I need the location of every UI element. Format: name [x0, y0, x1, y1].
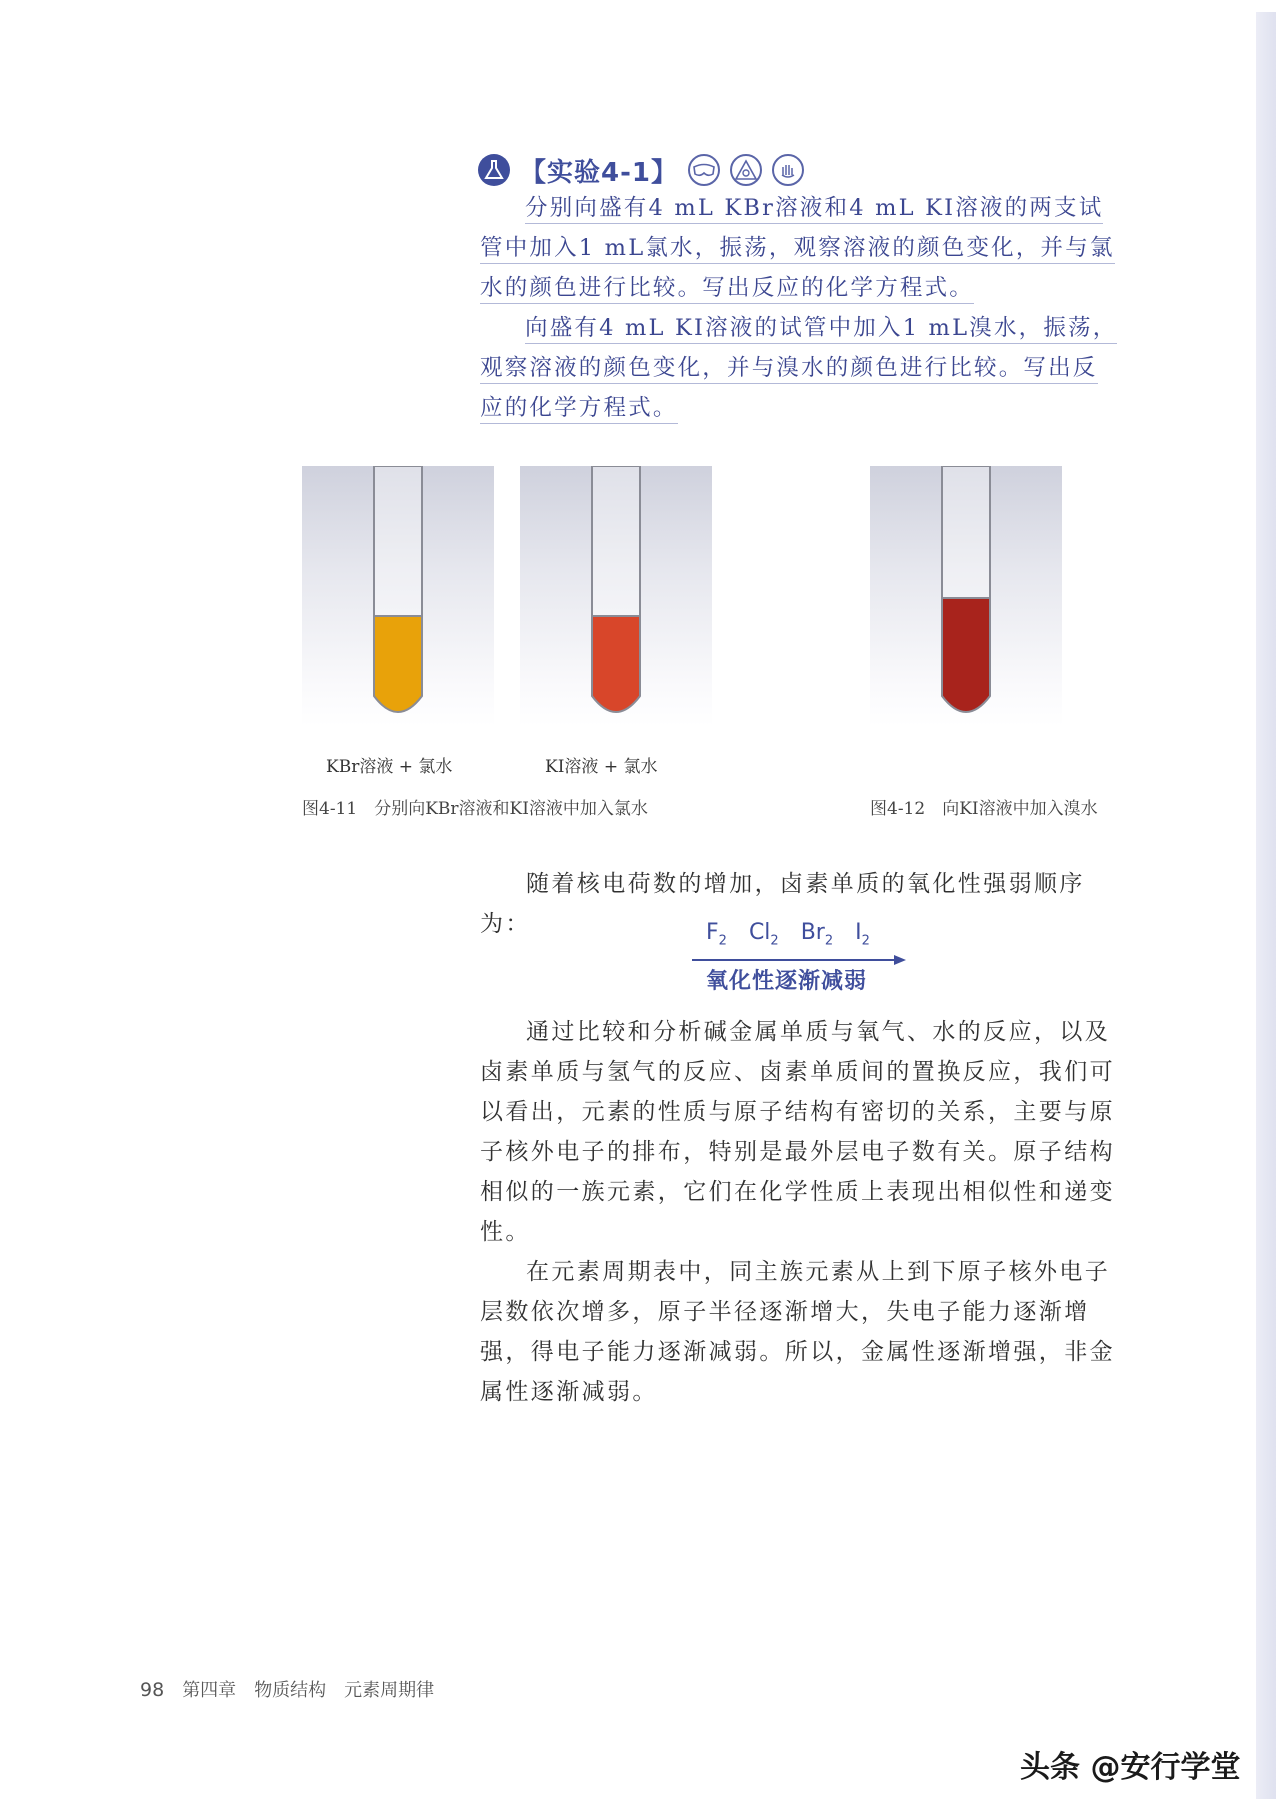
test-tube-kbr	[302, 466, 494, 726]
formula-i2: $I_2$	[855, 920, 870, 949]
halogen-oxidation-series	[690, 920, 920, 1000]
goggles-icon	[688, 154, 720, 186]
tube-label-ki: KI溶液 + 氯水	[545, 757, 658, 777]
body-paragraph-2: 在元素周期表中，同主族元素从上到下原子核外电子层数依次增多，原子半径逐渐增大，失电子能力逐渐增强，得电子能力逐渐减弱。所以，金属性逐渐增强，非金属性逐渐减弱。	[480, 1259, 1115, 1405]
chapter-label: 第四章	[182, 1680, 237, 1701]
body-text	[480, 1012, 1118, 1412]
formula-f2: $F_2$	[706, 920, 727, 949]
formula-br2: $Br_2$	[800, 920, 834, 949]
body-paragraph-1: 通过比较和分析碱金属单质与氧气、水的反应，以及卤素单质与氢气的反应、卤素单质间的置换反应，我们可以看出，元素的性质与原子结构有密切的关系，主要与原子核外电子的排布，特别是最外层电子数有关。原子结构相似的一族元素，它们在化学性质上表现出相似性和递变性。	[480, 1019, 1115, 1245]
figure-caption-4-12: 图4-12 向KI溶液中加入溴水	[870, 799, 1098, 819]
test-tube-ki-bromine	[870, 466, 1062, 726]
page-footer	[140, 1676, 434, 1702]
liquid-ki-bromine	[942, 598, 990, 712]
figure-caption-4-11: 图4-11 分别向KBr溶液和KI溶液中加入氯水	[302, 799, 648, 819]
liquid-ki	[592, 616, 640, 712]
tube-label-kbr: KBr溶液 + 氯水	[326, 757, 453, 777]
formula-cl2: $Cl_2$	[748, 920, 779, 949]
page-number: 98	[140, 1679, 165, 1701]
experiment-header	[478, 150, 804, 190]
watermark: 头条 @安行学堂	[1020, 1750, 1241, 1785]
series-label: 氧化性逐渐减弱	[706, 969, 868, 994]
hand-wash-icon	[772, 154, 804, 186]
flask-icon	[478, 154, 510, 186]
hazard-icon	[730, 154, 762, 186]
test-tube-photo-ki-bromine	[870, 466, 1062, 726]
experiment-text	[480, 188, 1118, 428]
test-tube-photo-kbr	[302, 466, 494, 726]
experiment-title: 【实验4-1】	[520, 157, 678, 188]
test-tube-ki	[520, 466, 712, 726]
page-edge-strip	[1256, 12, 1276, 1799]
section-label: 物质结构 元素周期律	[254, 1680, 435, 1701]
liquid-kbr	[374, 616, 422, 712]
experiment-paragraph-2: 向盛有4 mL KI溶液的试管中加入1 mL溴水，振荡，观察溶液的颜色变化，并与溴水的颜色进行比较。写出反应的化学方程式。	[480, 308, 1118, 428]
intro-paragraph: 随着核电荷数的增加，卤素单质的氧化性强弱顺序为：	[480, 871, 1085, 937]
experiment-paragraph-1: 分别向盛有4 mL KBr溶液和4 mL KI溶液的两支试管中加入1 mL氯水，振荡，观察溶液的颜色变化，并与氯水的颜色进行比较。写出反应的化学方程式。	[480, 188, 1118, 308]
halogen-formulas	[706, 920, 906, 948]
test-tube-photo-ki	[520, 466, 712, 726]
